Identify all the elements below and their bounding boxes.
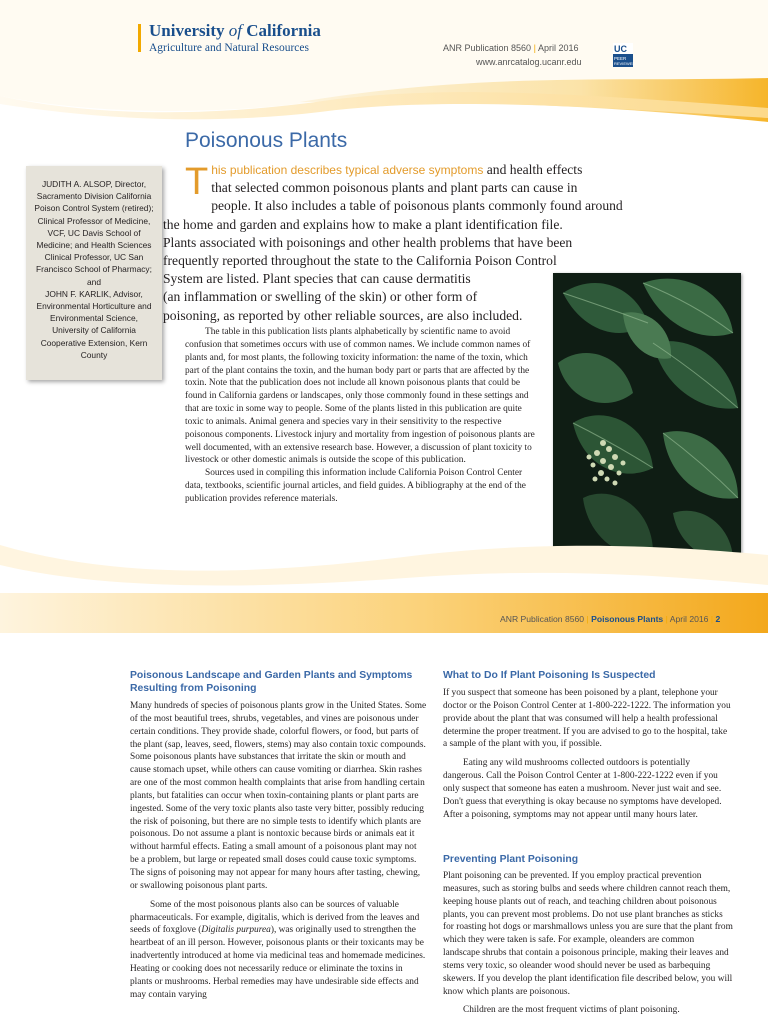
section-heading-preventing: Preventing Plant Poisoning [443,854,579,865]
intro-line: the home and garden and explains how to make a plant identification file. [163,216,563,232]
intro-body [185,326,535,506]
left-column-text [130,700,427,1001]
intro-line: (an inflammation or swelling of the skin) or other form of [163,289,478,305]
right-column-text [443,687,733,821]
plant-photo [553,273,741,563]
uc-accent-bar [138,24,141,52]
catalog-url[interactable]: www.anrcatalog.ucanr.edu [476,57,582,67]
body-paragraph: Many hundreds of species of poisonous plants grow in the United States. Some of the most beautiful trees, shrubs, vegetables, and vines are poisonous under certain conditions. They provide shade, colorful flowers, or food, but parts of the plant (sap, leaves, seed, flowers, stems) may also contain toxic compounds. Some poisonous plants have substances that irritate the skin or mouth and cause stomach upset, while others can cause vomiting or diarrhea. Skin rashes are one of the most common health complaints that arise from handling certain plants, but fatalities can occur when toxin-containing plants or plant parts are ingested. Some of the very toxic plants also taste very bitter, possibly reducing the risk of poisoning, but there are no simple tests to identify which plants are poisonous. Do not assume a plant is nontoxic because birds or animals eat it without harmful effects. Eating a small amount of a poisonous plant may not be a problem, but large or repeated small doses could cause toxic symptoms. The signs of poisoning may not appear for many hours after tasting, chewing, or swallowing poisonous plant parts. [130,701,427,891]
intro-line: poisoning, as reported by other reliable sources, are also included. [163,307,523,323]
university-name: University of California [149,21,321,40]
drop-cap: T [185,161,209,203]
section-heading-suspected: What to Do If Plant Poisoning Is Suspected [443,670,656,681]
header-swoosh [0,0,768,140]
intro-line: System are listed. Plant species that can cause dermatitis [163,271,471,287]
peer-reviewed-badge [613,43,636,67]
intro-lead: his publication describes typical adverse symptoms [211,163,484,177]
author-1: JUDITH A. ALSOP, Director, Sacramento Division California Poison Control System (retired); Clinical Professor of Medicine, VCF, UC Davis School of Medicine; and Health Sciences Clinical Professor, UC San Francisco School of Pharmacy; and [34,179,154,287]
publication-info: ANR Publication 8560 | April 2016 [443,43,579,53]
svg-text:REVIEWED: REVIEWED [614,61,636,66]
division-name: Agriculture and Natural Resources [149,42,309,54]
author-box [26,166,162,380]
body-paragraph: Sources used in compiling this information include California Poison Control Center data, textbooks, scientific journal articles, and field guides. A bibliography at the end of the publication provides reference materials. [185,468,526,504]
author-2: JOHN F. KARLIK, Advisor, Environmental Horticulture and Environmental Science, University of California Cooperative Extension, Kern County [36,288,152,360]
intro-line: Plants associated with poisonings and other health problems that have been [163,234,573,250]
intro-line: that selected common poisonous plants and plant parts can cause in [211,180,578,196]
body-paragraph: If you suspect that someone has been poisoned by a plant, telephone your doctor or the Poison Control Center at 1-800-222-1222. The information you provide about the plant that was consumed will help a health professional determine the proper treatment. If you are advised to go to the hospital, take a sample of the plant with you, if possible. [443,688,731,750]
svg-text:PEER: PEER [614,56,627,61]
body-paragraph: Children are the most frequent victims of plant poisoning. [463,1005,680,1016]
page-title: Poisonous Plants [185,129,348,152]
body-paragraph: Some of the most poisonous plants also can be sources of valuable pharmaceuticals. For example, digitalis, which is derived from the leaves and seeds of foxglove (Digitalis purpurea), was originally used to strengthen the heartbeat of an ill person. However, poisonous plants or their toxicants may be inadvertently introduced at home via medicinal teas and homemade medicines. Heating or cooking does not necessarily reduce or eliminate the toxins in plants or mushrooms. Herbal remedies may have undesirable side effects and may contain varying [130,899,426,1000]
intro-paragraph: T his publication describes typical adverse symptoms and health effects that selected common poisonous plants and plant parts can cause in people. It also includes a table of poisonous plants commonly found around the home and garden and explains how to make a plant identification file. Plants associated with poisonings and other health problems that have been frequently reported throughout the state to the California Poison Control System are listed. Plant species that can cause dermatitis (an inflammation or swelling of the skin) or other form of poisoning, as reported by other reliable sources, are also included. [185,161,600,325]
right-column-text-2 [443,870,733,1017]
intro-line: frequently reported throughout the state to the California Poison Control [163,253,557,269]
body-paragraph: The table in this publication lists plants alphabetically by scientific name to avoid confusion that sometimes occurs with use of common names. We include common names of plants and, for most plants, the following toxicity information: the name of the toxin, which part of the plant contains the toxin, and the human body part or parts that are affected by the toxin. Note that the publication does not include all known poisonous plants that could be found in California gardens or landscapes, only those commonly found in these settings and that are toxic in some way to people. Some of the plants listed in this publication are quite toxic to animals. Animal genera and species vary in their sensitivity to the respective poisonous components. Livestock injury and mortality from ingestion of poisonous plants are well documented, with an extensive research base. However, a discussion of plant toxicity to livestock or other domestic animals is outside the scope of this publication. [185,327,535,466]
page2-running-header: ANR Publication 8560 | Poisonous Plants | April 2016 | 2 [500,614,721,624]
section-heading-symptoms: Poisonous Landscape and Garden Plants and Symptoms Resulting from Poisoning [130,670,413,694]
body-paragraph: Plant poisoning can be prevented. If you employ practical prevention measures, such as storing bulbs and seeds where children cannot reach them, keeping house plants out of reach, and teaching children about poisonous plants, you can prevent most problems. Do not use plant branches as sticks for roasting hot dogs or marshmallows unless you are sure that the plant from which they were taken is safe. For example, oleanders are common landscape shrubs that contain a poisonous principle, making their leaves and stems very toxic, so oleander wood should never be used as barbequing skewers. If you develop the plant identification file described below, you will know which plants are poisonous. [443,871,733,997]
svg-text:UC: UC [614,44,627,54]
body-paragraph: Eating any wild mushrooms collected outdoors is potentially dangerous. Call the Poison Control Center at 1-800-222-1222 even if you only suspect that someone has eaten a mushroom. Never just wait and see. Don't guess that everything is okay because no symptoms have developed. After a poisoning, symptoms may not appear until many hours later. [443,758,722,820]
intro-line: people. It also includes a table of poisonous plants commonly found around [211,198,623,214]
